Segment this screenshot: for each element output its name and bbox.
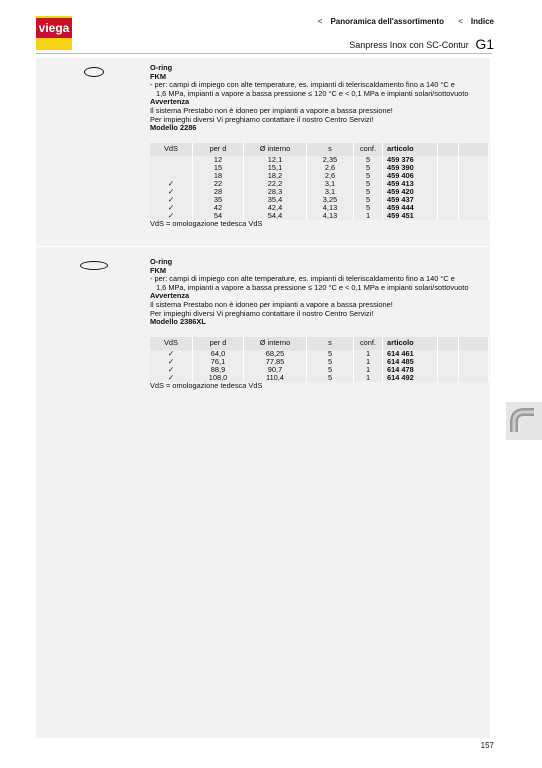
col-inner-diameter: Ø interno: [244, 337, 307, 350]
cell-inner-diameter: 22,2: [244, 180, 307, 188]
cell-article[interactable]: 614 485: [383, 358, 438, 366]
cell-conf: 5: [354, 204, 383, 212]
cell-s: 2,6: [307, 172, 354, 180]
cell-vds: ✓: [150, 180, 193, 188]
product-material: FKM: [150, 71, 167, 81]
col-blank: [459, 337, 489, 350]
cell-inner-diameter: 54,4: [244, 212, 307, 220]
cell-conf: 1: [354, 366, 383, 374]
cell-s: 5: [307, 358, 354, 366]
cell-vds: [150, 164, 193, 172]
cell-vds: ✓: [150, 204, 193, 212]
cell-per-d: 22: [193, 180, 244, 188]
model-name: Modello 2386XL: [150, 317, 206, 327]
cell-s: 4,13: [307, 212, 354, 220]
product-material: FKM: [150, 265, 167, 275]
cell-s: 5: [307, 366, 354, 374]
cell-s: 3,1: [307, 188, 354, 196]
cell-blank: [438, 172, 459, 180]
cell-inner-diameter: 35,4: [244, 196, 307, 204]
elbow-fitting-thumbnail[interactable]: [506, 402, 542, 440]
nav-link-overview-label: Panoramica dell'assortimento: [330, 17, 444, 26]
section-header: [349, 36, 494, 52]
col-s: s: [307, 337, 354, 350]
cell-vds: ✓: [150, 366, 193, 374]
col-per-d: per d: [193, 337, 244, 350]
nav-link-index-label: Indice: [470, 17, 494, 26]
cell-blank: [438, 164, 459, 172]
cell-blank: [438, 188, 459, 196]
cell-blank: [459, 164, 489, 172]
table-row: [150, 156, 489, 164]
cell-article[interactable]: 459 406: [383, 172, 438, 180]
o-ring-image: [84, 67, 104, 77]
cell-s: 3,1: [307, 180, 354, 188]
cell-conf: 1: [354, 358, 383, 366]
cell-blank: [438, 350, 459, 358]
cell-s: 2,6: [307, 164, 354, 172]
section-title: Sanpress Inox con SC-Contur: [349, 40, 469, 50]
table-row: [150, 350, 489, 358]
cell-per-d: 35: [193, 196, 244, 204]
cell-blank: [438, 204, 459, 212]
cell-blank: [459, 350, 489, 358]
cell-article[interactable]: 459 413: [383, 180, 438, 188]
cell-blank: [459, 212, 489, 220]
table-row: [150, 188, 489, 196]
cell-inner-diameter: 12,1: [244, 156, 307, 164]
article-table: [150, 337, 489, 382]
cell-blank: [459, 366, 489, 374]
cell-blank: [438, 196, 459, 204]
col-blank: [438, 337, 459, 350]
col-vds: VdS: [150, 143, 193, 156]
cell-article[interactable]: 459 437: [383, 196, 438, 204]
logo-text: viega: [36, 18, 72, 38]
vds-note: VdS = omologazione tedesca VdS: [150, 380, 263, 390]
section-code: G1: [475, 36, 494, 52]
o-ring-xl-image: [80, 261, 108, 270]
usage-bullet: - per: campi di impiego con alte temperature, es. impianti di teleriscaldamento fino a 140 °C e: [150, 80, 455, 90]
cell-article[interactable]: 614 478: [383, 366, 438, 374]
cell-blank: [438, 180, 459, 188]
cell-article[interactable]: 459 451: [383, 212, 438, 220]
cell-blank: [459, 156, 489, 164]
cell-s: 3,25: [307, 196, 354, 204]
cell-blank: [438, 358, 459, 366]
col-article: articolo: [383, 337, 438, 350]
cell-conf: 5: [354, 188, 383, 196]
product-block-2386xl: [150, 258, 490, 390]
pipe-elbow-icon: [506, 402, 542, 440]
cell-conf: 5: [354, 156, 383, 164]
vds-note: VdS = omologazione tedesca VdS: [150, 218, 263, 228]
product-title: O-ring: [150, 257, 173, 266]
cell-conf: 1: [354, 374, 383, 382]
cell-conf: 5: [354, 172, 383, 180]
cell-blank: [459, 358, 489, 366]
cell-vds: ✓: [150, 374, 193, 382]
cell-article[interactable]: 459 376: [383, 156, 438, 164]
header-divider: [36, 53, 492, 54]
warning-line: Il sistema Prestabo non è idoneo per impianti a vapore a bassa pressione!: [150, 105, 393, 115]
cell-vds: ✓: [150, 188, 193, 196]
cell-blank: [459, 204, 489, 212]
cell-vds: ✓: [150, 196, 193, 204]
col-per-d: per d: [193, 143, 244, 156]
model-name: Modello 2286: [150, 123, 197, 133]
table-header-row: [150, 337, 489, 350]
chevron-left-icon: <: [458, 17, 463, 26]
col-inner-diameter: Ø interno: [244, 143, 307, 156]
warning-label: Avvertenza: [150, 291, 190, 301]
col-blank: [459, 143, 489, 156]
table-row: [150, 366, 489, 374]
cell-conf: 1: [354, 212, 383, 220]
chevron-left-icon: <: [317, 17, 323, 26]
cell-per-d: 88,9: [193, 366, 244, 374]
cell-conf: 5: [354, 180, 383, 188]
col-conf: conf.: [354, 143, 383, 156]
cell-inner-diameter: 18,2: [244, 172, 307, 180]
cell-conf: 1: [354, 350, 383, 358]
cell-blank: [459, 172, 489, 180]
cell-article[interactable]: 614 492: [383, 374, 438, 382]
block-divider: [36, 246, 490, 247]
article-table: [150, 143, 489, 220]
col-article: articolo: [383, 143, 438, 156]
table-row: [150, 164, 489, 172]
cell-blank: [459, 374, 489, 382]
cell-inner-diameter: 42,4: [244, 204, 307, 212]
product-block-2286: [150, 64, 490, 228]
cell-inner-diameter: 110,4: [244, 374, 307, 382]
warning-label: Avvertenza: [150, 97, 190, 107]
cell-inner-diameter: 77,85: [244, 358, 307, 366]
cell-per-d: 18: [193, 172, 244, 180]
cell-blank: [459, 196, 489, 204]
cell-s: 2,35: [307, 156, 354, 164]
cell-per-d: 12: [193, 156, 244, 164]
table-row: [150, 172, 489, 180]
table-header-row: [150, 143, 489, 156]
product-title: O-ring: [150, 63, 173, 72]
cell-inner-diameter: 68,25: [244, 350, 307, 358]
col-vds: VdS: [150, 337, 193, 350]
cell-s: 5: [307, 374, 354, 382]
warning-line: Per impieghi diversi Vi preghiamo contattare il nostro Centro Servizi!: [150, 114, 374, 124]
cell-vds: [150, 156, 193, 164]
table-row: [150, 196, 489, 204]
cell-inner-diameter: 15,1: [244, 164, 307, 172]
cell-per-d: 42: [193, 204, 244, 212]
page-number: 157: [480, 741, 494, 750]
cell-vds: ✓: [150, 212, 193, 220]
cell-vds: ✓: [150, 350, 193, 358]
cell-conf: 5: [354, 196, 383, 204]
col-conf: conf.: [354, 337, 383, 350]
cell-article[interactable]: 459 390: [383, 164, 438, 172]
table-row: [150, 358, 489, 366]
cell-per-d: 108,0: [193, 374, 244, 382]
cell-article[interactable]: 459 444: [383, 204, 438, 212]
nav-link-overview[interactable]: [312, 17, 444, 26]
cell-blank: [459, 188, 489, 196]
cell-per-d: 54: [193, 212, 244, 220]
table-row: [150, 180, 489, 188]
usage-bullet-cont: 1,6 MPa, impianti a vapore a bassa pressione ≤ 120 °C e < 0,1 MPa e impianti solari/sottovuoto: [156, 88, 469, 98]
cell-inner-diameter: 28,3: [244, 188, 307, 196]
cell-per-d: 15: [193, 164, 244, 172]
cell-vds: ✓: [150, 358, 193, 366]
cell-blank: [438, 156, 459, 164]
warning-line: Per impieghi diversi Vi preghiamo contattare il nostro Centro Servizi!: [150, 308, 374, 318]
usage-bullet-cont: 1,6 MPa, impianti a vapore a bassa pressione ≤ 120 °C e < 0,1 MPa e impianti solari/sottovuoto: [156, 282, 469, 292]
cell-conf: 5: [354, 164, 383, 172]
cell-article[interactable]: 614 461: [383, 350, 438, 358]
cell-per-d: 28: [193, 188, 244, 196]
cell-article[interactable]: 459 420: [383, 188, 438, 196]
cell-blank: [438, 374, 459, 382]
usage-bullet: - per: campi di impiego con alte temperature, es. impianti di teleriscaldamento fino a 140 °C e: [150, 274, 455, 284]
cell-s: 5: [307, 350, 354, 358]
col-s: s: [307, 143, 354, 156]
cell-per-d: 76,1: [193, 358, 244, 366]
col-blank: [438, 143, 459, 156]
cell-blank: [459, 180, 489, 188]
nav-link-index[interactable]: [452, 17, 494, 26]
viega-logo: [36, 16, 72, 50]
cell-s: 4,13: [307, 204, 354, 212]
cell-per-d: 64,0: [193, 350, 244, 358]
cell-inner-diameter: 90,7: [244, 366, 307, 374]
top-navigation: [306, 17, 494, 26]
cell-blank: [438, 212, 459, 220]
warning-line: Il sistema Prestabo non è idoneo per impianti a vapore a bassa pressione!: [150, 299, 393, 309]
table-row: [150, 204, 489, 212]
cell-blank: [438, 366, 459, 374]
